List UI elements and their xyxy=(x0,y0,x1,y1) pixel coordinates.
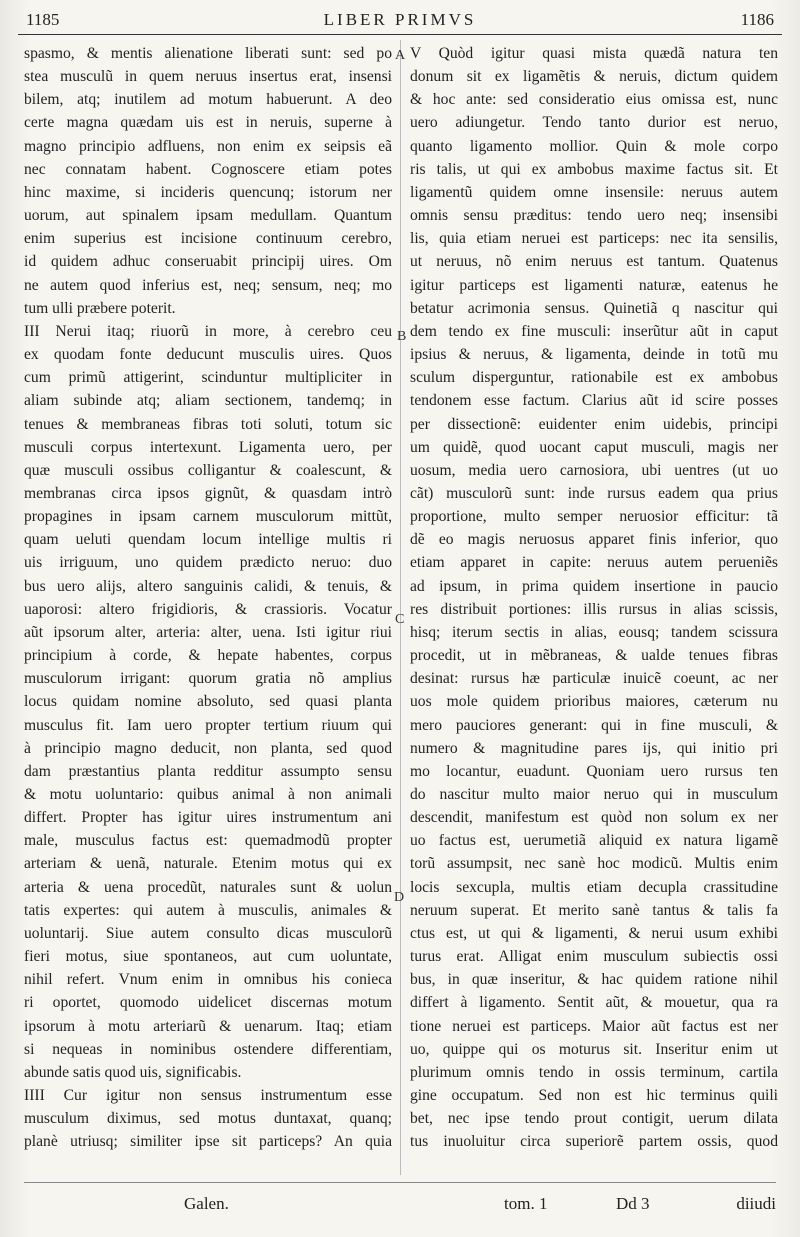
text-line: differt. Propter has igitur uires instrumentum ani xyxy=(24,809,392,827)
text-line: arteriam & uenã, naturale. Etenim motus qui ex xyxy=(24,855,392,873)
text-line: uosum, media uero carnosiora, ubi uentres (ut uo xyxy=(410,461,778,479)
text-line: donum sit ex ligamẽtis & neruis, dictum quidem xyxy=(410,68,778,86)
text-line: res distribuit portiones: illis rursus in alias scissis, xyxy=(410,600,778,618)
text-line: um quidẽ, quod uocant caput musculi, magis ner xyxy=(410,438,778,456)
left-text-column xyxy=(24,42,392,1154)
text-line: dem tendo ex fine musculi: inserũtur aũt in caput xyxy=(410,322,778,340)
text-line: uo, quippe qui os moturus sit. Inseritur enim ut xyxy=(410,1040,778,1058)
text-line: etiam apparet in capite: neruus autem perueniẽs xyxy=(410,554,778,572)
text-line: tatis expertes: qui autem à musculis, animales & xyxy=(24,901,392,919)
text-line: descendit, manifestum est quòd non solum ex ner xyxy=(410,809,778,827)
running-title: LIBER PRIMVS xyxy=(323,10,477,29)
footer-rule xyxy=(24,1182,776,1183)
text-line: quanto ligamento mollior. Quin & mole corpo xyxy=(410,137,778,155)
text-line: principium à corde, & hepate habentes, corpus xyxy=(24,647,392,665)
text-line: magno principio adfluens, non enim ex seipsis eã xyxy=(24,137,392,155)
text-line: torũ assumpsit, nec sanè hoc modicũ. Multis enim xyxy=(410,855,778,873)
footer-volume: tom. 1 xyxy=(504,1194,548,1213)
text-line: tendonem esse factum. Clarius aũt id scire posses xyxy=(410,392,778,410)
text-line: bus, in quæ inseritur, & hac quidem ratione nihil xyxy=(410,971,778,989)
text-line: & hoc ante: sed consideratio eius omissa est, nunc xyxy=(410,91,778,109)
text-line: nihil refert. Vnum enim in omnibus his conieca xyxy=(24,971,392,989)
text-line: ne autem quod inferius est, neq; sensum, neq; mo xyxy=(24,276,392,294)
text-line: per dissectionẽ: euidenter enim uidebis, principi xyxy=(410,415,778,433)
text-line: planè utriusq; similiter ipse sit particeps? An quia xyxy=(24,1133,392,1151)
text-line: id quidem adhuc conseruabit principij uires. Om xyxy=(24,253,392,271)
margin-letter-b: B xyxy=(397,329,407,344)
text-line: quæ musculi ossibus colligantur & coalescunt, & xyxy=(24,461,392,479)
text-line: mero pauciores generant: qui in fine musculi, & xyxy=(410,716,778,734)
footer-author: Galen. xyxy=(184,1194,229,1213)
text-line xyxy=(24,1154,392,1155)
text-line: locus quidam nomine absoluto, sed quasi planta xyxy=(24,693,392,711)
text-line: III Nerui itaq; riuorũ in more, à cerebro ceu xyxy=(24,322,392,340)
text-line: turus erat. Alligat enim musculum subiectis ossi xyxy=(410,948,778,966)
text-line: uis irriguum, uno quidem prædicto neruo: duo xyxy=(24,554,392,572)
text-line: propagines in ipsam carnem musculorum mittũt, xyxy=(24,508,392,526)
text-line: differt à ligamento. Sentit aũt, & mouetur, qua ra xyxy=(410,994,778,1012)
text-line: igitur particeps est ligamenti naturæ, eatenus he xyxy=(410,276,778,294)
text-line: IIII Cur igitur non sensus instrumentum esse xyxy=(24,1087,392,1105)
text-line: ctus est, ut qui & ligamenti, & nerui usum exhibi xyxy=(410,924,778,942)
footer-catchword: diiudi xyxy=(736,1194,776,1213)
text-line: bus uero alijs, altero sanguinis calidi, & tenuis, & xyxy=(24,577,392,595)
text-line: ex quodam fonte deducunt musculis uires. Quos xyxy=(24,346,392,364)
text-line: spasmo, & mentis alienatione liberati sunt: sed po xyxy=(24,45,392,62)
text-line: numero & magnitudine pares ijs, qui initio pri xyxy=(410,739,778,757)
text-line: neruum superat. Et merito sanè tantus & talis fa xyxy=(410,901,778,919)
text-line: procedit, ut in mẽbraneas, & ualde tenues fibras xyxy=(410,647,778,665)
text-line: ligamentũ quidem omne insensile: neruus autem xyxy=(410,183,778,201)
text-line: tione neruei est particeps. Maior aũt factus est ner xyxy=(410,1017,778,1035)
text-line: dẽ eo magis neruosus apparet finis inferior, quo xyxy=(410,531,778,549)
text-line: uero adiungetur. Tendo tanto durior est neruo, xyxy=(410,114,778,132)
text-line: aũt ipsorum alter, arteria: alter, uena. Isti igitur riui xyxy=(24,623,392,641)
text-line: locis sexcupla, multis etiam decupla crassitudine xyxy=(410,878,778,896)
text-line: musculus fit. Iam uero propter tertium riuum qui xyxy=(24,716,392,734)
text-line: tum ulli præbere poterit. xyxy=(24,299,176,317)
running-header xyxy=(18,4,782,36)
text-line: aliam subinde atq; aliam sectionem, tandemq; in xyxy=(24,392,392,410)
page-footer xyxy=(24,1190,776,1230)
text-line: hisq; iterum sectis in alias, eousq; tandem scissura xyxy=(410,623,778,641)
text-line: fieri motus, siue spontaneos, aut cum uoluntate, xyxy=(24,948,392,966)
text-line: bilem, atq; inutilem ad motum habuerunt. A deo xyxy=(24,91,392,109)
text-line: tenues & membraneas fibras toti soluti, totum sic xyxy=(24,415,392,433)
text-line: uoluntarij. Siue autem consulto dicas musculorũ xyxy=(24,924,392,942)
text-line: à principio magno deducit, non planta, sed quod xyxy=(24,739,392,757)
text-line: tus inuoluitur circa superiorẽ partem ossis, quod xyxy=(410,1133,778,1151)
header-rule xyxy=(18,34,782,35)
text-line: musculum diximus, sed motus duntaxat, quanq; xyxy=(24,1110,392,1128)
text-line: certe magna quædam uis est in neruis, superne à xyxy=(24,114,392,132)
text-line: sculum disperguntur, rationabile est ex ambobus xyxy=(410,369,778,387)
text-line: cãt) musculorũ sunt: inde rursus eadem qua prius xyxy=(410,484,778,502)
text-line: musculi corpus intertexunt. Ligamenta uero, per xyxy=(24,438,392,456)
margin-letter-c: C xyxy=(395,612,405,627)
text-line: plurimum omnis tendo in ossis terminum, cartila xyxy=(410,1063,778,1081)
text-line: ad ipsum, in prima quidem insertione in paucio xyxy=(410,577,778,595)
text-line: dam præstantius planta redditur assumpto sensu xyxy=(24,762,392,780)
text-line: lis, quia etiam neruei est particeps: nec ita sensilis, xyxy=(410,230,778,248)
text-line: ipsius & neruus, & ligamenta, deinde in totũ mu xyxy=(410,346,778,364)
text-line: hinc maxime, si incideris quencunq; istorum ner xyxy=(24,183,392,201)
text-line: ipsorum à motu arteriarũ & uenarum. Itaq; etiam xyxy=(24,1017,392,1035)
text-line: uorum, aut spinalem ipsam medullam. Quantum xyxy=(24,207,392,225)
text-line: ut neruus, nõ enim neruus est tantum. Quatenus xyxy=(410,253,778,271)
text-line: cum primũ attigerint, scinduntur multipliciter in xyxy=(24,369,392,387)
text-line: proportione, multo semper neruosior efficitur: tã xyxy=(410,508,778,526)
text-line: ris talis, ut qui ex ambobus maxime factus sit. Et xyxy=(410,160,778,178)
column-divider xyxy=(400,40,401,1175)
text-line: uaporosi: altero frigidioris, & crassioris. Vocatur xyxy=(24,600,392,618)
text-line: male, musculus factus est: quemadmodũ propter xyxy=(24,832,392,850)
margin-letter-d: D xyxy=(394,890,405,905)
page-number-right: 1186 xyxy=(740,10,774,29)
text-line: mo locantur, euadunt. Quoniam uero rursus ten xyxy=(410,762,778,780)
text-line: bet, nec ipse tendo prout contigit, uerum dilata xyxy=(410,1110,778,1128)
text-line: & motu uoluntario: quibus animal à non animali xyxy=(24,786,392,803)
text-line: betatur acrimonia sensus. Quinetiã q nascitur qui xyxy=(410,299,778,317)
text-line: arteria & uena procedũt, naturales sunt & uolun xyxy=(24,878,392,896)
margin-letter-a: A xyxy=(395,48,406,63)
text-line: abunde satis quod uis, significabis. xyxy=(24,1063,242,1081)
text-line: uos mole quidem prioribus maiores, cæterum nu xyxy=(410,693,778,711)
text-line: membranas circa ipsos gignũt, & quasdam intrò xyxy=(24,484,392,502)
text-line: musculorum irrigant: quorum gratia nõ amplius xyxy=(24,670,392,688)
text-line: omnis sensu præditus: tendo uero neq; insensibi xyxy=(410,207,778,225)
text-line xyxy=(410,1154,778,1155)
text-line: nec connatam habent. Cognoscere etiam potes xyxy=(24,160,392,178)
text-line: enim superius est incisione continuum cerebro, xyxy=(24,230,392,248)
text-line: stea musculũ in quem neruus insertus erat, insensi xyxy=(24,68,392,86)
page-number-left: 1185 xyxy=(26,10,60,29)
text-line: desinat: rursus hæ particulæ inuicẽ coeunt, ac ner xyxy=(410,670,778,688)
text-line: V Quòd igitur quasi mista quædã natura ten xyxy=(410,45,778,62)
text-line: do nascitur multo maior neruo qui in musculum xyxy=(410,786,778,803)
footer-signature: Dd 3 xyxy=(616,1194,650,1213)
text-line: uo factus est, uerumetiã aliquid ex natura ligamẽ xyxy=(410,832,778,850)
right-text-column xyxy=(410,42,778,1154)
text-line: ri oportet, quomodo uidelicet discernas motum xyxy=(24,994,392,1012)
text-line: gine occupatum. Sed non est hic terminus quili xyxy=(410,1087,778,1105)
text-line: si nequeas in nominibus ostendere differentiam, xyxy=(24,1040,392,1058)
text-line: quam ueluti quendam locum intellige multis ri xyxy=(24,531,392,549)
